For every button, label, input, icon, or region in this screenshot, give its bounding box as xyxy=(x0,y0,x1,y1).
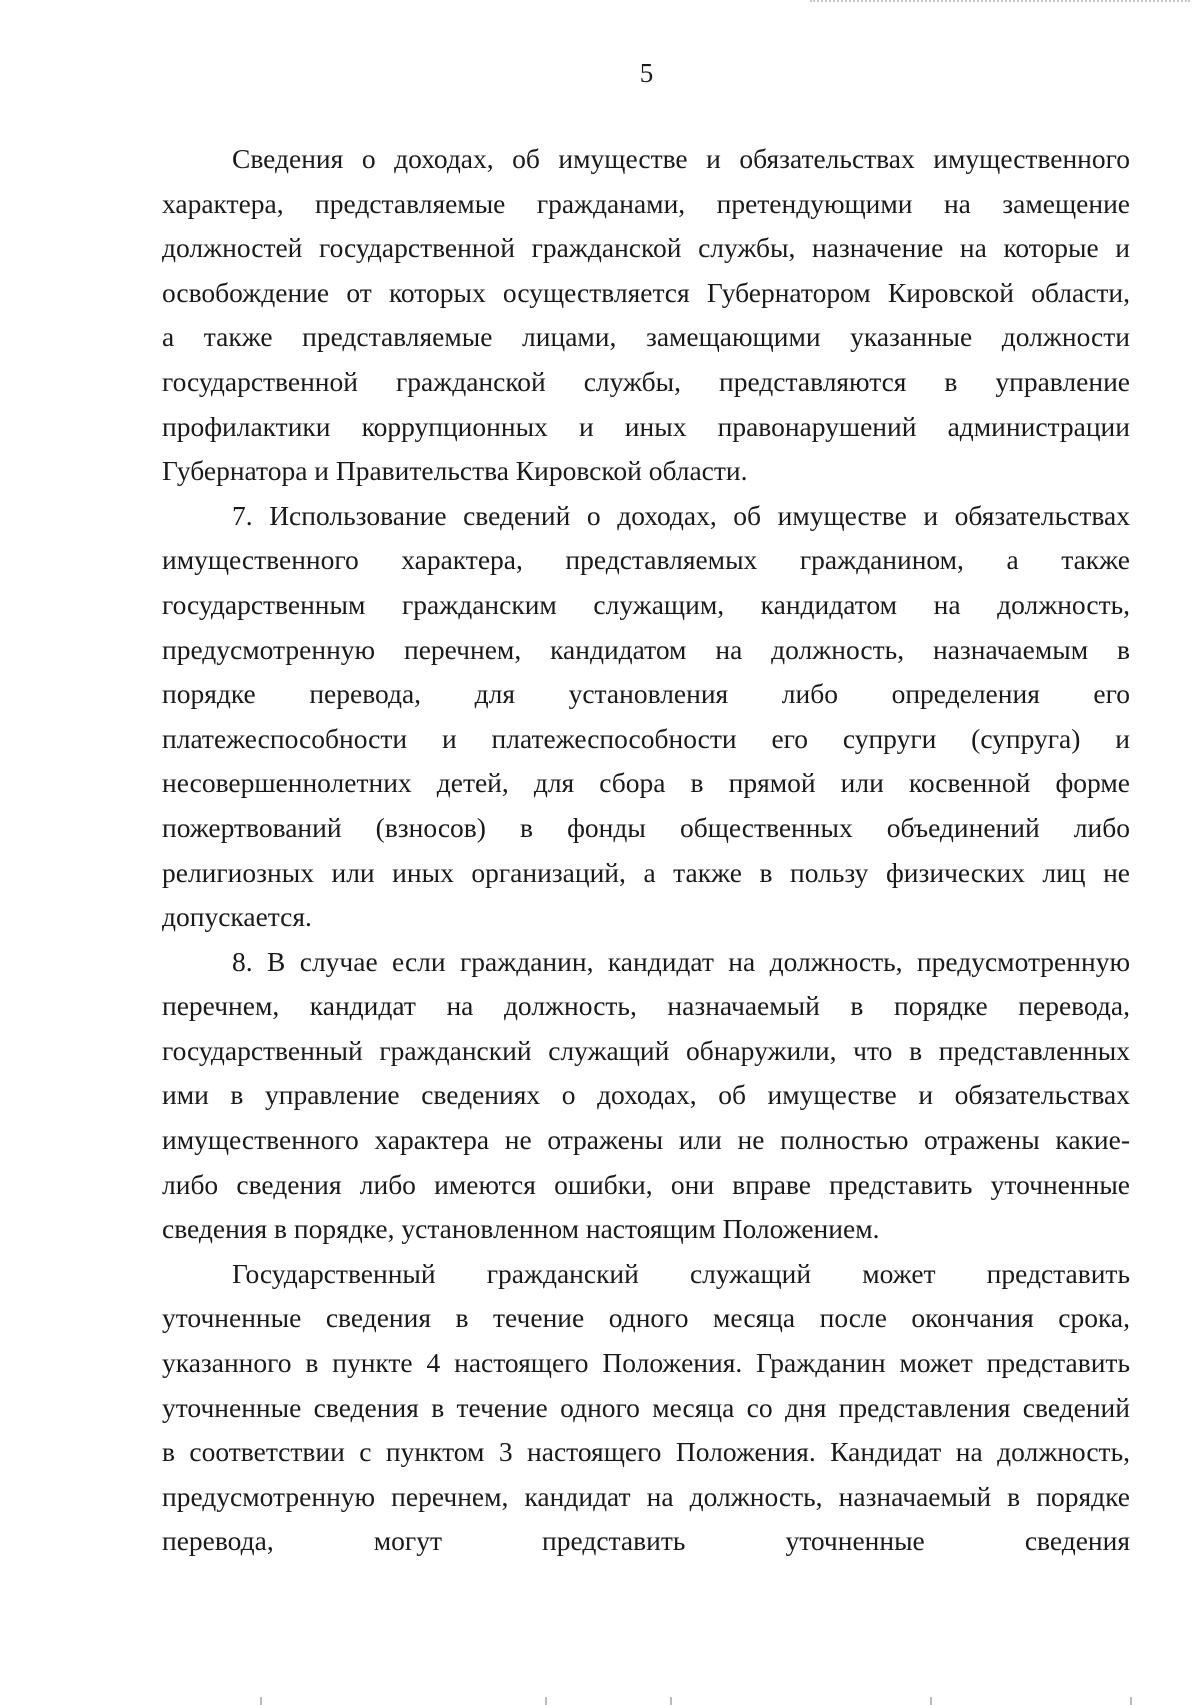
page-number: 5 xyxy=(639,58,654,88)
paragraph-item-7 xyxy=(162,494,1130,940)
paragraph-declaration-recipients xyxy=(162,137,1130,494)
text-line: предусмотренную перечнем, кандидатом на должность, назначаемым в xyxy=(162,633,1130,665)
text-line: Губернатора и Правительства Кировской области. xyxy=(162,455,748,487)
text-line: пожертвований (взносов) в фонды общественных объединений либо xyxy=(162,811,1130,843)
paragraph-item-8 xyxy=(162,940,1130,1252)
text-line: характера, представляемые гражданами, претендующими на замещение xyxy=(162,187,1130,219)
paragraph-corrected-info-deadlines xyxy=(162,1252,1130,1564)
text-line: имущественного характера не отражены или не полностью отражены какие- xyxy=(162,1124,1130,1156)
text-line: должностей государственной гражданской службы, назначение на которые и xyxy=(162,232,1130,264)
text-line: государственной гражданской службы, представляются в управление xyxy=(162,365,1130,397)
text-line: либо сведения либо имеются ошибки, они вправе представить уточненные xyxy=(162,1168,1130,1200)
text-line: платежеспособности и платежеспособности его супруги (супруга) и xyxy=(162,722,1130,754)
text-line: государственный гражданский служащий обнаружили, что в представленных xyxy=(162,1034,1130,1066)
scan-artifact-top xyxy=(810,0,1190,5)
text-line: имущественного характера, представляемых гражданином, а также xyxy=(162,544,1130,576)
text-line: 7. Использование сведений о доходах, об имуществе и обязательствах xyxy=(232,499,1130,531)
text-line: освобождение от которых осуществляется Губернатором Кировской области, xyxy=(162,276,1130,308)
text-line: профилактики коррупционных и иных правонарушений администрации xyxy=(162,410,1130,442)
text-line: допускается. xyxy=(162,901,312,933)
text-line: перечнем, кандидат на должность, назначаемый в порядке перевода, xyxy=(162,990,1130,1022)
text-line: сведения в порядке, установленном настоящим Положением. xyxy=(162,1213,880,1245)
text-line: несовершеннолетних детей, для сбора в прямой или косвенной форме xyxy=(162,767,1130,799)
text-line: религиозных или иных организаций, а также в пользу физических лиц не xyxy=(162,856,1130,888)
scan-artifact-bottom xyxy=(250,1695,1150,1705)
text-line: 8. В случае если гражданин, кандидат на должность, предусмотренную xyxy=(232,945,1130,977)
text-line: предусмотренную перечнем, кандидат на должность, назначаемый в порядке xyxy=(162,1480,1130,1512)
text-line: уточненные сведения в течение одного месяца после окончания срока, xyxy=(162,1302,1130,1334)
text-line: порядке перевода, для установления либо определения его xyxy=(162,678,1130,710)
text-line: Государственный гражданский служащий может представить xyxy=(232,1257,1130,1289)
document-body xyxy=(162,137,1130,1564)
text-line: уточненные сведения в течение одного месяца со дня представления сведений xyxy=(162,1391,1130,1423)
text-line: указанного в пункте 4 настоящего Положения. Гражданин может представить xyxy=(162,1347,1130,1379)
text-line: а также представляемые лицами, замещающими указанные должности xyxy=(162,321,1130,353)
text-line: Сведения о доходах, об имуществе и обязательствах имущественного xyxy=(232,143,1130,174)
text-line: ими в управление сведениях о доходах, об имуществе и обязательствах xyxy=(162,1079,1130,1111)
text-line: перевода, могут представить уточненные сведения xyxy=(162,1525,1130,1557)
text-line: в соответствии с пунктом 3 настоящего Положения. Кандидат на должность, xyxy=(162,1436,1130,1468)
text-line: государственным гражданским служащим, кандидатом на должность, xyxy=(162,588,1130,620)
